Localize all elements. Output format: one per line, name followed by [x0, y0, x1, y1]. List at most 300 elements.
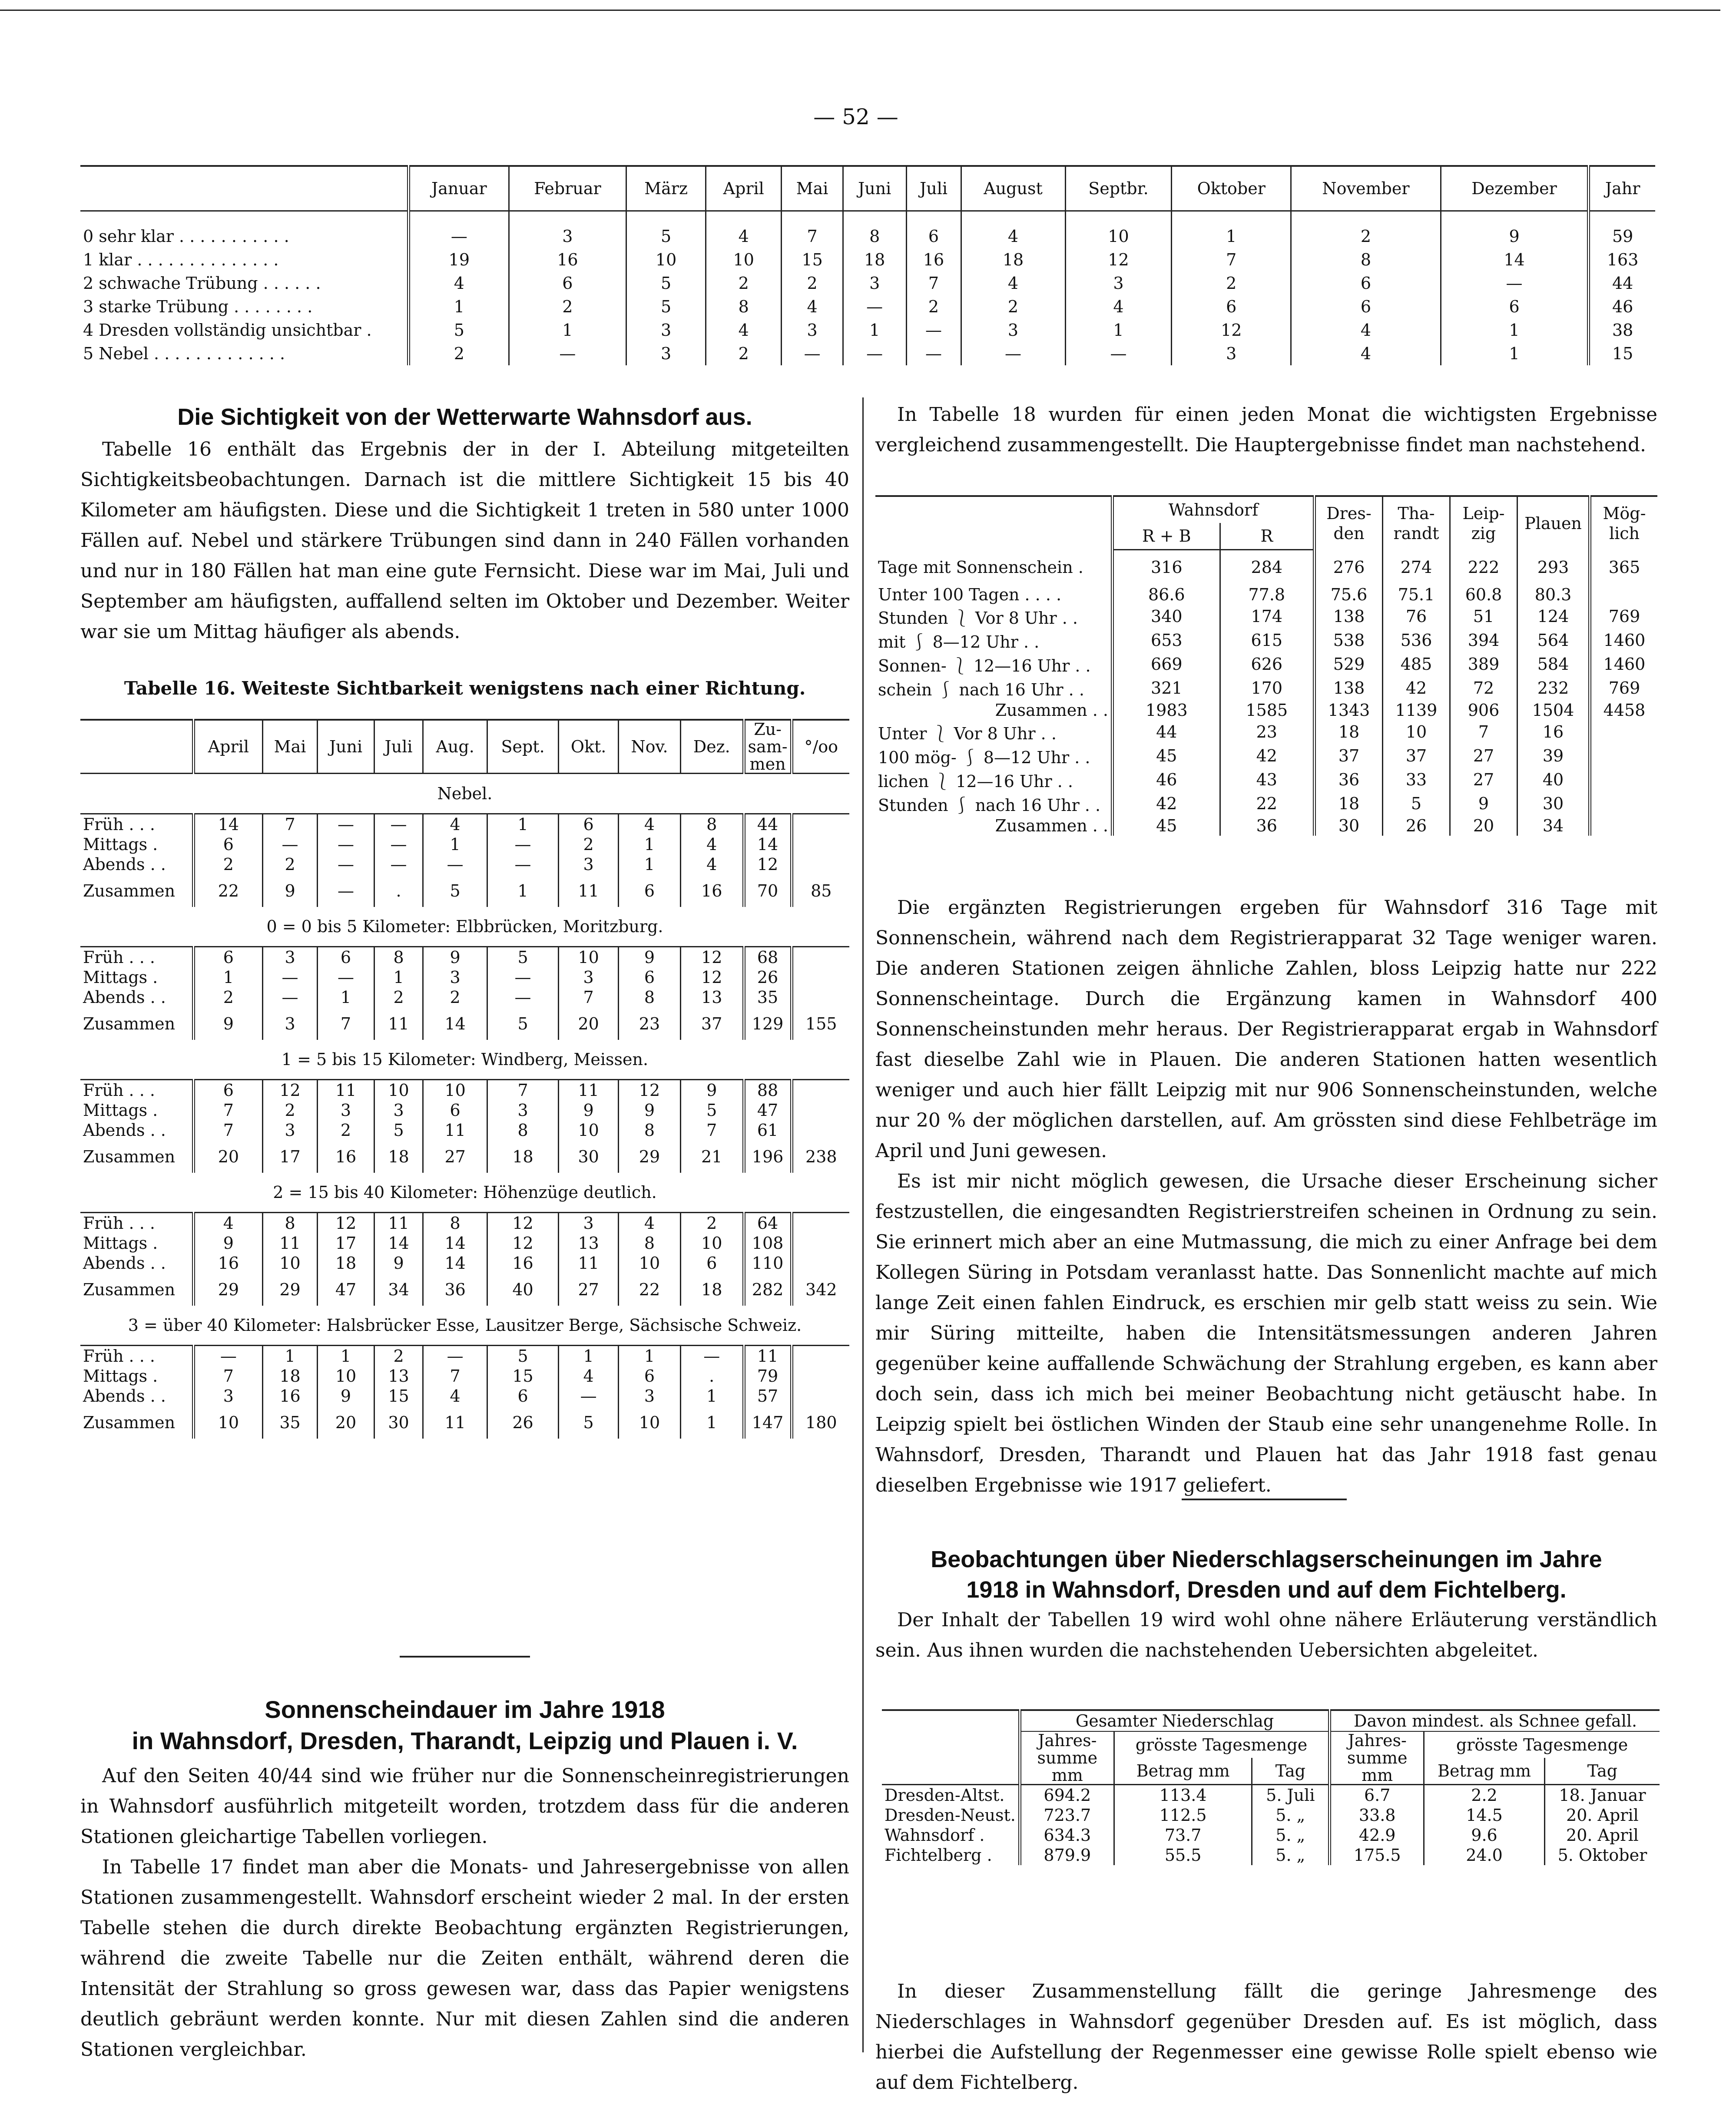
table-cell: .	[374, 874, 423, 907]
section-text	[80, 1761, 849, 2065]
table-cell: 29	[262, 1273, 318, 1306]
table-cell: 14	[194, 814, 263, 835]
table-cell: 17	[318, 1233, 374, 1253]
table-cell: 11	[559, 1080, 619, 1101]
table-row	[80, 1366, 849, 1386]
table-cell: 20	[559, 1007, 619, 1040]
table-cell: 284	[1220, 550, 1314, 585]
table-cell: 4	[782, 295, 843, 318]
table-cell: 5	[680, 1100, 744, 1120]
table-cell: —	[906, 318, 961, 342]
row-label: Abends . .	[83, 988, 166, 1007]
table-cell: 180	[792, 1406, 849, 1439]
table-cell: 5	[487, 1007, 558, 1040]
row-label: Abends . .	[83, 1121, 166, 1140]
table-cell: 2	[423, 987, 487, 1007]
table-cell: —	[1065, 342, 1172, 365]
table-row	[80, 248, 1655, 271]
table-cell: 14	[374, 1233, 423, 1253]
table-cell: 389	[1450, 652, 1517, 676]
table-cell: 4	[423, 1386, 487, 1406]
table-cell	[792, 1366, 849, 1386]
table-cell: 3	[262, 1007, 318, 1040]
table-cell: 7	[194, 1120, 263, 1140]
table-cell: 12	[680, 947, 744, 968]
table-cell: 5	[626, 295, 706, 318]
table-cell: 5. „	[1252, 1805, 1330, 1825]
col-header: Wahnsdorf	[1113, 496, 1315, 523]
col-header: April	[194, 720, 263, 774]
paragraph: In Tabelle 17 findet man aber die Monats- und Jahresergebnisse von allen Stationen zusammengestellt. Wahnsdorf erscheint wieder 2 mal. In der ersten Tabelle stehen die durch direkte Beobachtung ergänzten Registrierungen, während die zweite Tabelle nur die Zeiten enthält, während deren die Intensität der Strahlung so gross gewesen war, dass das Papier wenigstens deutlich gebräunt werden konnte. Nur mit diesen Zahlen sind die anderen Stationen vergleichbar.	[80, 1856, 849, 2061]
table-cell: 22	[618, 1273, 680, 1306]
col-header: grösste Tagesmenge	[1114, 1731, 1329, 1758]
table-cell: 394	[1450, 629, 1517, 652]
table-cell: 1	[262, 1346, 318, 1367]
table-cell: 321	[1113, 676, 1220, 700]
table-cell: 44	[1113, 720, 1220, 744]
table-cell: 6	[194, 1080, 263, 1101]
table-cell: 3	[1065, 271, 1172, 295]
table-cell: 36	[1220, 816, 1314, 836]
table-cell: 5	[626, 211, 706, 248]
table-cell: 8	[262, 1213, 318, 1234]
section-title-row	[80, 1306, 849, 1346]
table-cell: 9	[618, 1100, 680, 1120]
table-cell: 10	[626, 248, 706, 271]
col-header: April	[706, 166, 782, 211]
row-label: Dresden-Neust.	[885, 1806, 1016, 1825]
table-cell: 11	[744, 1346, 792, 1367]
table-cell: 3	[618, 1386, 680, 1406]
table-cell: 20. April	[1544, 1825, 1660, 1845]
table-row	[875, 720, 1657, 744]
table-cell: 15	[1589, 342, 1655, 365]
table-cell: 626	[1220, 652, 1314, 676]
table-cell: 26	[487, 1406, 558, 1439]
paragraph: Tabelle 16 enthält das Ergebnis der in der I. Abteilung mitgeteilten Sichtigkeitsbeobachtungen. Darnach ist die mittlere Sichtigkeit 15 bis 40 Kilometer am häufigsten. Diese und die Sichtigkeit 1 treten in 580 unter 1000 Fällen auf. Nebel und stärkere Trübungen sind dann in 240 Fällen vorhanden und nur in 180 Fällen hat man eine gute Fernsicht. Diese war im Mai, Juli und September am häufigsten, auffallend selten im Oktober und Dezember. Weiter war sie um Mittag häufiger als abends.	[80, 438, 849, 643]
table-cell: —	[961, 342, 1065, 365]
section-title-row	[80, 1040, 849, 1080]
table-row	[80, 1253, 849, 1273]
row-label: Mittags .	[83, 835, 158, 854]
table-cell: 26	[1383, 816, 1450, 836]
table-cell: 6.7	[1330, 1785, 1424, 1806]
table-cell: 60.8	[1450, 585, 1517, 605]
row-label: Mittags .	[83, 1367, 158, 1386]
table-cell: .	[680, 1366, 744, 1386]
section-title: 2 = 15 bis 40 Kilometer: Höhenzüge deutlich.	[80, 1173, 849, 1213]
section-niederschlag	[875, 1544, 1657, 1666]
table-cell: —	[487, 834, 558, 854]
table-cell: 6	[618, 967, 680, 987]
table-cell: 7	[1450, 720, 1517, 744]
table-cell: 11	[318, 1080, 374, 1101]
table-cell: 26	[744, 967, 792, 987]
table-cell: 39	[1517, 744, 1590, 768]
table-cell: 2	[680, 1213, 744, 1234]
table-cell: 14	[744, 834, 792, 854]
table-cell: 174	[1220, 605, 1314, 629]
paragraph: Die ergänzten Registrierungen ergeben für Wahnsdorf 316 Tage mit Sonnenschein, während nach dem Registrierapparat 32 Tage weniger waren. Die anderen Stationen zeigen ähnliche Zahlen, bloss Leipzig hatte nur 222 Sonnenscheintage. Durch die Ergänzung kamen in Wahnsdorf 400 Sonnenscheinstunden mehr heraus. Der Registrierapparat ergab in Wahnsdorf fast dieselbe Zahl wie in Plauen. Die anderen Stationen hatten wesentlich weniger und auch hier fällt Leipzig mit nur 906 Sonnenscheinstunden, welche nur 20 % der möglichen darstellen, auf. Am grössten sind diese Fehlbeträge im April und Juni gewesen.	[875, 897, 1657, 1162]
table-cell: 222	[1450, 550, 1517, 585]
table-cell: 73.7	[1114, 1825, 1252, 1845]
table-cell: 5. Juli	[1252, 1785, 1330, 1806]
table-cell: 46	[1589, 295, 1655, 318]
table-cell: 1	[423, 834, 487, 854]
table-cell: —	[409, 211, 509, 248]
row-label: 1 klar . . . . . . . . . . . . . .	[83, 250, 279, 269]
table-cell: 9	[318, 1386, 374, 1406]
row-label: Stunden ⎰ nach 16 Uhr . .	[878, 795, 1101, 815]
table-cell: 13	[680, 987, 744, 1007]
table-cell: 1504	[1517, 700, 1590, 720]
table-cell: 10	[423, 1080, 487, 1101]
table-cell: 9	[262, 874, 318, 907]
table-cell: 13	[559, 1233, 619, 1253]
table-cell: —	[487, 967, 558, 987]
table-cell: 14	[1441, 248, 1588, 271]
table-cell: 35	[262, 1406, 318, 1439]
table-cell: 3	[487, 1100, 558, 1120]
table-cell: 4	[706, 318, 782, 342]
table-row	[80, 211, 1655, 248]
table-cell	[1590, 585, 1658, 605]
table-cell: 6	[423, 1100, 487, 1120]
table-cell	[792, 1253, 849, 1273]
table-cell: 3	[559, 1213, 619, 1234]
table-cell: 8	[680, 814, 744, 835]
col-header: °/oo	[792, 720, 849, 774]
row-label: Mittags .	[83, 968, 158, 987]
table-cell: 7	[194, 1366, 263, 1386]
table-cell: 10	[194, 1406, 263, 1439]
table-cell: 72	[1450, 676, 1517, 700]
table-cell: 10	[706, 248, 782, 271]
table-cell: 11	[559, 874, 619, 907]
table-cell: 27	[559, 1273, 619, 1306]
table-header-row	[875, 496, 1657, 523]
table-cell: 18	[1315, 792, 1383, 816]
table-cell: 30	[374, 1406, 423, 1439]
table-cell: 1	[194, 967, 263, 987]
section-title: 0 = 0 bis 5 Kilometer: Elbbrücken, Moritzburg.	[80, 907, 849, 947]
table-cell: 536	[1383, 629, 1450, 652]
table-row	[80, 1007, 849, 1040]
table-cell: 4	[194, 1213, 263, 1234]
table-cell: 2	[1172, 271, 1291, 295]
table-cell	[792, 834, 849, 854]
table-row	[80, 1273, 849, 1306]
table-cell: 14	[423, 1007, 487, 1040]
table-cell: 4	[423, 814, 487, 835]
table-cell: 485	[1383, 652, 1450, 676]
table-cell: 108	[744, 1233, 792, 1253]
table-cell: 274	[1383, 550, 1450, 585]
table-cell: 27	[1450, 768, 1517, 792]
table-cell: 6	[680, 1253, 744, 1273]
table-cell: 10	[262, 1253, 318, 1273]
table-cell: 1	[487, 874, 558, 907]
table-cell	[792, 1386, 849, 1406]
table-cell: 11	[423, 1120, 487, 1140]
table-cell: —	[374, 834, 423, 854]
col-header: Okt.	[559, 720, 619, 774]
table-row	[80, 814, 849, 835]
table-cell: 2	[906, 295, 961, 318]
table-cell: 170	[1220, 676, 1314, 700]
table-cell: 1	[487, 814, 558, 835]
table-cell: 4	[680, 834, 744, 854]
col-header: Zu-sam-men	[744, 720, 792, 774]
table-cell: 4	[1065, 295, 1172, 318]
table-cell: 110	[744, 1253, 792, 1273]
row-label: 4 Dresden vollständig unsichtbar .	[83, 321, 372, 340]
table-cell	[792, 814, 849, 835]
row-label: Unter ⎱ Vor 8 Uhr . .	[878, 724, 1057, 743]
table-cell: 8	[843, 211, 906, 248]
table-cell: 147	[744, 1406, 792, 1439]
table-cell: 232	[1517, 676, 1590, 700]
table-cell: 12	[618, 1080, 680, 1101]
table-cell: 3	[782, 318, 843, 342]
row-label: Zusammen	[83, 1413, 176, 1432]
table-cell: 9.6	[1424, 1825, 1545, 1845]
table-cell: 7	[1172, 248, 1291, 271]
table-cell: 5	[1383, 792, 1450, 816]
table-cell: —	[680, 1346, 744, 1367]
table-cell: 16	[318, 1140, 374, 1173]
table-cell: 64	[744, 1213, 792, 1234]
table-row	[80, 854, 849, 874]
table-row	[80, 1346, 849, 1367]
col-header: Juli	[374, 720, 423, 774]
table-cell: 4	[409, 271, 509, 295]
table-cell: 10	[559, 947, 619, 968]
table-cell: 7	[680, 1120, 744, 1140]
table-cell: 1	[374, 967, 423, 987]
table-cell: 29	[618, 1140, 680, 1173]
table-row	[875, 652, 1657, 676]
corner-cell	[80, 166, 409, 211]
col-header: R	[1220, 523, 1314, 550]
table-row	[80, 1386, 849, 1406]
table-cell: 138	[1315, 605, 1383, 629]
table-cell: 30	[1517, 792, 1590, 816]
table-cell: 3	[318, 1100, 374, 1120]
row-label: Früh . . .	[83, 815, 155, 834]
table-cell: 6	[906, 211, 961, 248]
table-cell: 44	[1589, 271, 1655, 295]
table-row	[80, 1406, 849, 1439]
table-cell	[1590, 816, 1658, 836]
table-cell: 18	[487, 1140, 558, 1173]
table-cell: 36	[1315, 768, 1383, 792]
table-cell: —	[1441, 271, 1588, 295]
table-cell: 9	[194, 1233, 263, 1253]
table-cell: 3	[194, 1386, 263, 1406]
table-cell: 723.7	[1020, 1805, 1114, 1825]
table-cell: 86.6	[1113, 585, 1220, 605]
col-header: Jahr	[1589, 166, 1655, 211]
table-row	[80, 1080, 849, 1101]
row-label: Zusammen . .	[995, 816, 1108, 835]
row-label: Früh . . .	[83, 1347, 155, 1366]
table-cell: 12	[487, 1213, 558, 1234]
table-row	[80, 1120, 849, 1140]
table-cell: 61	[744, 1120, 792, 1140]
table-cell: 37	[1315, 744, 1383, 768]
table-cell: 2	[318, 1120, 374, 1140]
section-sonnenschein	[80, 1694, 849, 2065]
table-cell: 18. Januar	[1544, 1785, 1660, 1806]
section-heading: Beobachtungen über Niederschlagserscheinungen im Jahre	[931, 1546, 1602, 1572]
table-cell: 29	[194, 1273, 263, 1306]
table-cell: 12	[1065, 248, 1172, 271]
table-cell: 6	[618, 1366, 680, 1386]
table-cell: 16	[194, 1253, 263, 1273]
page-number: — 52 —	[813, 104, 898, 129]
table-row	[80, 271, 1655, 295]
table-cell: 1139	[1383, 700, 1450, 720]
table-cell	[792, 1213, 849, 1234]
table-cell: 9	[1450, 792, 1517, 816]
col-header: Sept.	[487, 720, 558, 774]
section-title: 3 = über 40 Kilometer: Halsbrücker Esse, Lausitzer Berge, Sächsische Schweiz.	[80, 1306, 849, 1346]
table-cell: 16	[487, 1253, 558, 1273]
table-cell: —	[423, 1346, 487, 1367]
row-label: 100 mög- ⎰ 8—12 Uhr . .	[878, 748, 1090, 767]
table-row	[875, 700, 1657, 720]
table-cell: 10	[374, 1080, 423, 1101]
corner-cell	[875, 496, 1113, 550]
table-cell: 769	[1590, 676, 1658, 700]
table-row	[80, 987, 849, 1007]
col-header: August	[961, 166, 1065, 211]
section-text	[80, 434, 849, 647]
table-cell: 8	[706, 295, 782, 318]
table-row	[80, 318, 1655, 342]
section-heading: Sonnenscheindauer im Jahre 1918	[265, 1696, 665, 1723]
row-label: Abends . .	[83, 1386, 166, 1406]
row-label: Stunden ⎱ Vor 8 Uhr . .	[878, 608, 1078, 628]
table-cell: 1983	[1113, 700, 1220, 720]
table-cell: 653	[1113, 629, 1220, 652]
table-cell: 8	[423, 1213, 487, 1234]
table-row	[875, 792, 1657, 816]
paragraph: Es ist mir nicht möglich gewesen, die Ursache dieser Erscheinung sicher festzustellen, die eingesandten Registrierstreifen scheinen in Ordnung zu sein. Sie erinnert mich aber an eine Mutmassung, die mich zu einer Anfrage bei dem Kollegen Süring in Potsdam veranlasst hatte. Das Sonnenlicht machte auf mich lange Zeit einen fahlen Eindruck, es erschien mir gelb statt weiss zu sein. Wie mir Süring mitteilte, haben die Intensitätsmessungen anderen Jahren gegenüber keine auffallende Schwächung der Strahlung ergeben, es kann aber doch sein, dass ich mich bei meiner Beobachtung nicht getäuscht habe. In Leipzig spielt bei östlichen Winden der Staub eine sehr unangenehme Rolle. In Wahnsdorf, Dresden, Tharandt und Plauen hat das Jahr 1918 fast genau dieselben Ergebnisse wie 1917 geliefert.	[875, 1170, 1657, 1496]
table-cell: 2	[782, 271, 843, 295]
row-label: Zusammen	[83, 881, 176, 900]
table-cell	[1590, 744, 1658, 768]
table-cell: 8	[618, 987, 680, 1007]
row-label: 2 schwache Trübung . . . . . .	[83, 274, 321, 293]
col-header: Betrag mm	[1114, 1758, 1252, 1785]
table-cell: 9	[423, 947, 487, 968]
table-cell: 6	[618, 874, 680, 907]
col-header: Nov.	[618, 720, 680, 774]
section-title-row	[80, 1173, 849, 1213]
table-cell: 1	[680, 1386, 744, 1406]
table-cell: 75.1	[1383, 585, 1450, 605]
table-cell: —	[487, 854, 558, 874]
table-caption: Tabelle 16. Weiteste Sichtbarkeit wenigstens nach einer Richtung.	[124, 678, 806, 699]
section-title: Nebel.	[80, 774, 849, 814]
table-cell: 4	[1291, 318, 1441, 342]
section-title: 1 = 5 bis 15 Kilometer: Windberg, Meissen.	[80, 1040, 849, 1080]
table-cell: 7	[423, 1366, 487, 1386]
table-cell: 3	[626, 318, 706, 342]
table-cell: 1	[1065, 318, 1172, 342]
table-cell: 1460	[1590, 652, 1658, 676]
table-row	[80, 1100, 849, 1120]
table-cell: 6	[1291, 271, 1441, 295]
table-cell: 1	[680, 1406, 744, 1439]
table-cell: 11	[374, 1213, 423, 1234]
table-cell: 1	[618, 834, 680, 854]
table-cell: 6	[1441, 295, 1588, 318]
row-label: lichen ⎱ 12—16 Uhr . .	[878, 771, 1073, 791]
table-cell: 529	[1315, 652, 1383, 676]
section-heading-line2: 1918 in Wahnsdorf, Dresden und auf dem Fichtelberg.	[966, 1577, 1567, 1603]
table-cell: 138	[1315, 676, 1383, 700]
table-cell: 10	[618, 1406, 680, 1439]
table-cell: —	[843, 295, 906, 318]
table-cell: 7	[194, 1100, 263, 1120]
corner-cell	[80, 720, 194, 774]
table-cell: 45	[1113, 816, 1220, 836]
table-cell: 16	[906, 248, 961, 271]
table-cell: —	[318, 854, 374, 874]
table-cell: 9	[374, 1253, 423, 1273]
table-cell: 47	[744, 1100, 792, 1120]
table-cell: 15	[374, 1386, 423, 1406]
table-cell: 76	[1383, 605, 1450, 629]
paragraph: Auf den Seiten 40/44 sind wie früher nur die Sonnenscheinregistrierungen in Wahnsdorf ausführlich mitgeteilt worden, trotzdem dass für die anderen Stationen gleichartige Tabellen vorliegen.	[80, 1765, 849, 1848]
col-header: Mög-lich	[1590, 496, 1658, 550]
column-divider	[862, 397, 864, 2052]
table-cell: 2	[194, 854, 263, 874]
paragraph: In dieser Zusammenstellung fällt die geringe Jahresmenge des Niederschlages in Wahnsdorf gegenüber Dresden auf. Es ist möglich, dass hierbei die Aufstellung der Regenmesser eine gewisse Rolle spielt ebenso wie auf dem Fichtelberg.	[875, 1980, 1657, 2094]
table-cell: 11	[262, 1233, 318, 1253]
table-row	[875, 585, 1657, 605]
table-cell: 879.9	[1020, 1845, 1114, 1865]
table-cell: 5. „	[1252, 1825, 1330, 1845]
table-cell: 10	[318, 1366, 374, 1386]
row-label: Zusammen	[83, 1014, 176, 1033]
col-header: Jahres-summe mm	[1020, 1731, 1114, 1785]
table-cell: 34	[1517, 816, 1590, 836]
row-label: Unter 100 Tagen . . . .	[878, 585, 1062, 604]
table-cell: 17	[262, 1140, 318, 1173]
table-cell: 11	[559, 1253, 619, 1273]
section-heading: Die Sichtigkeit von der Wetterwarte Wahnsdorf aus.	[177, 404, 752, 430]
table-cell: 45	[1113, 744, 1220, 768]
section-title-row	[80, 774, 849, 814]
table-cell: —	[262, 967, 318, 987]
table-row	[80, 874, 849, 907]
table-cell: —	[318, 874, 374, 907]
table-cell: 2	[961, 295, 1065, 318]
table-cell: 16	[509, 248, 626, 271]
table-cell: 34	[374, 1273, 423, 1306]
col-header: Oktober	[1172, 166, 1291, 211]
table-cell: 7	[782, 211, 843, 248]
table-cell	[792, 1346, 849, 1367]
table-cell: 20	[318, 1406, 374, 1439]
table-cell: 42	[1220, 744, 1314, 768]
table-cell: 4	[961, 271, 1065, 295]
table-cell: 79	[744, 1366, 792, 1386]
